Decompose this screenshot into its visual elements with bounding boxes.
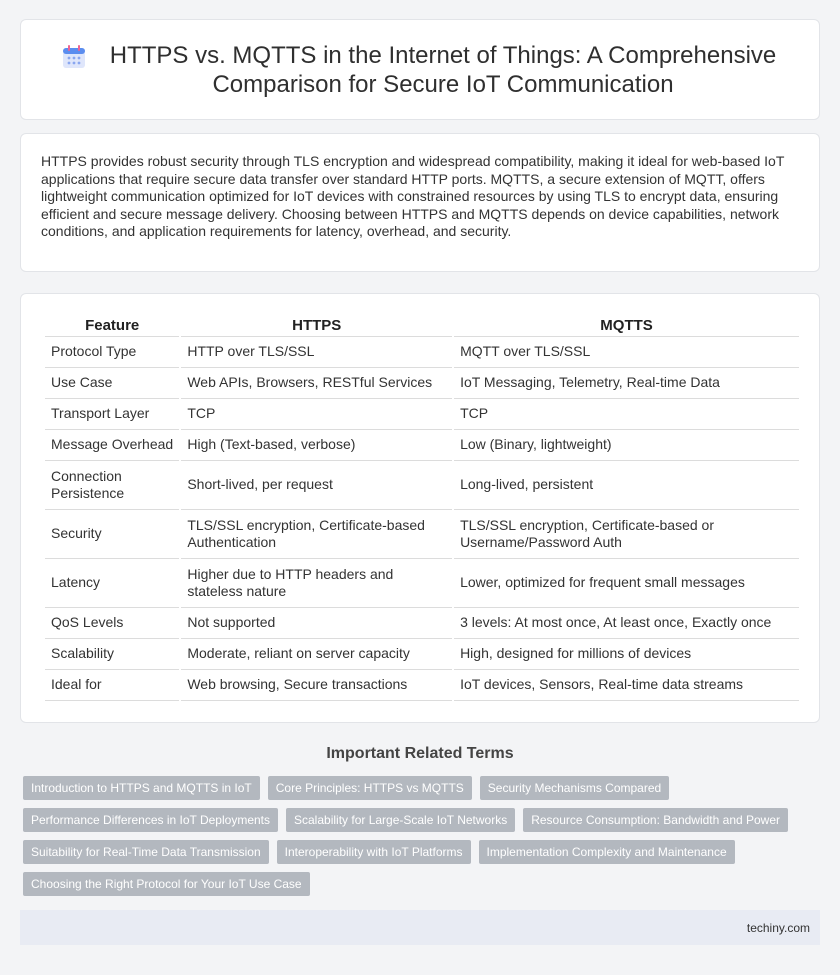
feature-cell: Protocol Type bbox=[45, 337, 179, 368]
https-cell: Higher due to HTTP headers and stateless nature bbox=[181, 559, 452, 608]
page-title: HTTPS vs. MQTTS in the Internet of Things: A Comprehensive Comparison for Secure IoT Communication bbox=[109, 41, 777, 98]
header-mqtts: MQTTS bbox=[454, 314, 799, 337]
mqtts-cell: Low (Binary, lightweight) bbox=[454, 430, 799, 461]
related-term-tag[interactable]: Performance Differences in IoT Deployments bbox=[23, 808, 278, 832]
calendar-icon bbox=[61, 44, 87, 70]
https-cell: Moderate, reliant on server capacity bbox=[181, 639, 452, 670]
mqtts-cell: 3 levels: At most once, At least once, Exactly once bbox=[454, 608, 799, 639]
header-https: HTTPS bbox=[181, 314, 452, 337]
feature-cell: Scalability bbox=[45, 639, 179, 670]
feature-cell: QoS Levels bbox=[45, 608, 179, 639]
https-cell: Web APIs, Browsers, RESTful Services bbox=[181, 368, 452, 399]
table-row bbox=[45, 337, 799, 368]
summary-card bbox=[20, 133, 820, 272]
https-cell: Not supported bbox=[181, 608, 452, 639]
table-row bbox=[45, 639, 799, 670]
mqtts-cell: Lower, optimized for frequent small messages bbox=[454, 559, 799, 608]
footer-site-link[interactable]: techiny.com bbox=[746, 920, 810, 935]
mqtts-cell: High, designed for millions of devices bbox=[454, 639, 799, 670]
header-feature: Feature bbox=[45, 314, 179, 337]
mqtts-cell: TCP bbox=[454, 399, 799, 430]
related-term-tag[interactable]: Introduction to HTTPS and MQTTS in IoT bbox=[23, 776, 260, 800]
feature-cell: Message Overhead bbox=[45, 430, 179, 461]
table-row bbox=[45, 510, 799, 559]
feature-cell: Latency bbox=[45, 559, 179, 608]
comparison-table bbox=[43, 314, 801, 701]
mqtts-cell: TLS/SSL encryption, Certificate-based or Username/Password Auth bbox=[454, 510, 799, 559]
related-term-tag[interactable]: Interoperability with IoT Platforms bbox=[277, 840, 471, 864]
https-cell: Short-lived, per request bbox=[181, 461, 452, 510]
related-term-tag[interactable]: Suitability for Real-Time Data Transmission bbox=[23, 840, 269, 864]
table-row bbox=[45, 399, 799, 430]
table-row bbox=[45, 559, 799, 608]
related-terms-title: Important Related Terms bbox=[326, 745, 514, 762]
footer bbox=[20, 910, 820, 945]
summary-text: HTTPS provides robust security through TLS encryption and widespread compatibility, making it ideal for web-based IoT applications that require secure data transfer over standard HTTP ports. MQTTS, a secure extension of MQTT, offers lightweight communication optimized for IoT devices with constrained resources by using TLS to encrypt data, ensuring efficient and secure message delivery. Choosing between HTTPS and MQTTS depends on device capabilities, network conditions, and application requirements for latency, overhead, and security. bbox=[41, 153, 785, 240]
table-row bbox=[45, 368, 799, 399]
feature-cell: Use Case bbox=[45, 368, 179, 399]
https-cell: TLS/SSL encryption, Certificate-based Authentication bbox=[181, 510, 452, 559]
related-terms-list bbox=[23, 776, 823, 904]
table-row bbox=[45, 430, 799, 461]
mqtts-cell: Long-lived, persistent bbox=[454, 461, 799, 510]
feature-cell: Ideal for bbox=[45, 670, 179, 701]
related-term-tag[interactable]: Implementation Complexity and Maintenance bbox=[479, 840, 735, 864]
related-term-tag[interactable]: Resource Consumption: Bandwidth and Power bbox=[523, 808, 788, 832]
table-row bbox=[45, 608, 799, 639]
feature-cell: Transport Layer bbox=[45, 399, 179, 430]
title-card bbox=[20, 19, 820, 120]
table-row bbox=[45, 670, 799, 701]
related-term-tag[interactable]: Scalability for Large-Scale IoT Networks bbox=[286, 808, 515, 832]
feature-cell: Security bbox=[45, 510, 179, 559]
related-term-tag[interactable]: Security Mechanisms Compared bbox=[480, 776, 669, 800]
title-wrap bbox=[21, 41, 819, 99]
https-cell: Web browsing, Secure transactions bbox=[181, 670, 452, 701]
https-cell: High (Text-based, verbose) bbox=[181, 430, 452, 461]
table-row bbox=[45, 461, 799, 510]
feature-cell: Connection Persistence bbox=[45, 461, 179, 510]
mqtts-cell: IoT Messaging, Telemetry, Real-time Data bbox=[454, 368, 799, 399]
related-term-tag[interactable]: Choosing the Right Protocol for Your IoT Use Case bbox=[23, 872, 310, 896]
mqtts-cell: MQTT over TLS/SSL bbox=[454, 337, 799, 368]
https-cell: TCP bbox=[181, 399, 452, 430]
https-cell: HTTP over TLS/SSL bbox=[181, 337, 452, 368]
related-term-tag[interactable]: Core Principles: HTTPS vs MQTTS bbox=[268, 776, 472, 800]
comparison-table-card bbox=[20, 293, 820, 723]
table-header-row bbox=[45, 314, 799, 337]
mqtts-cell: IoT devices, Sensors, Real-time data streams bbox=[454, 670, 799, 701]
